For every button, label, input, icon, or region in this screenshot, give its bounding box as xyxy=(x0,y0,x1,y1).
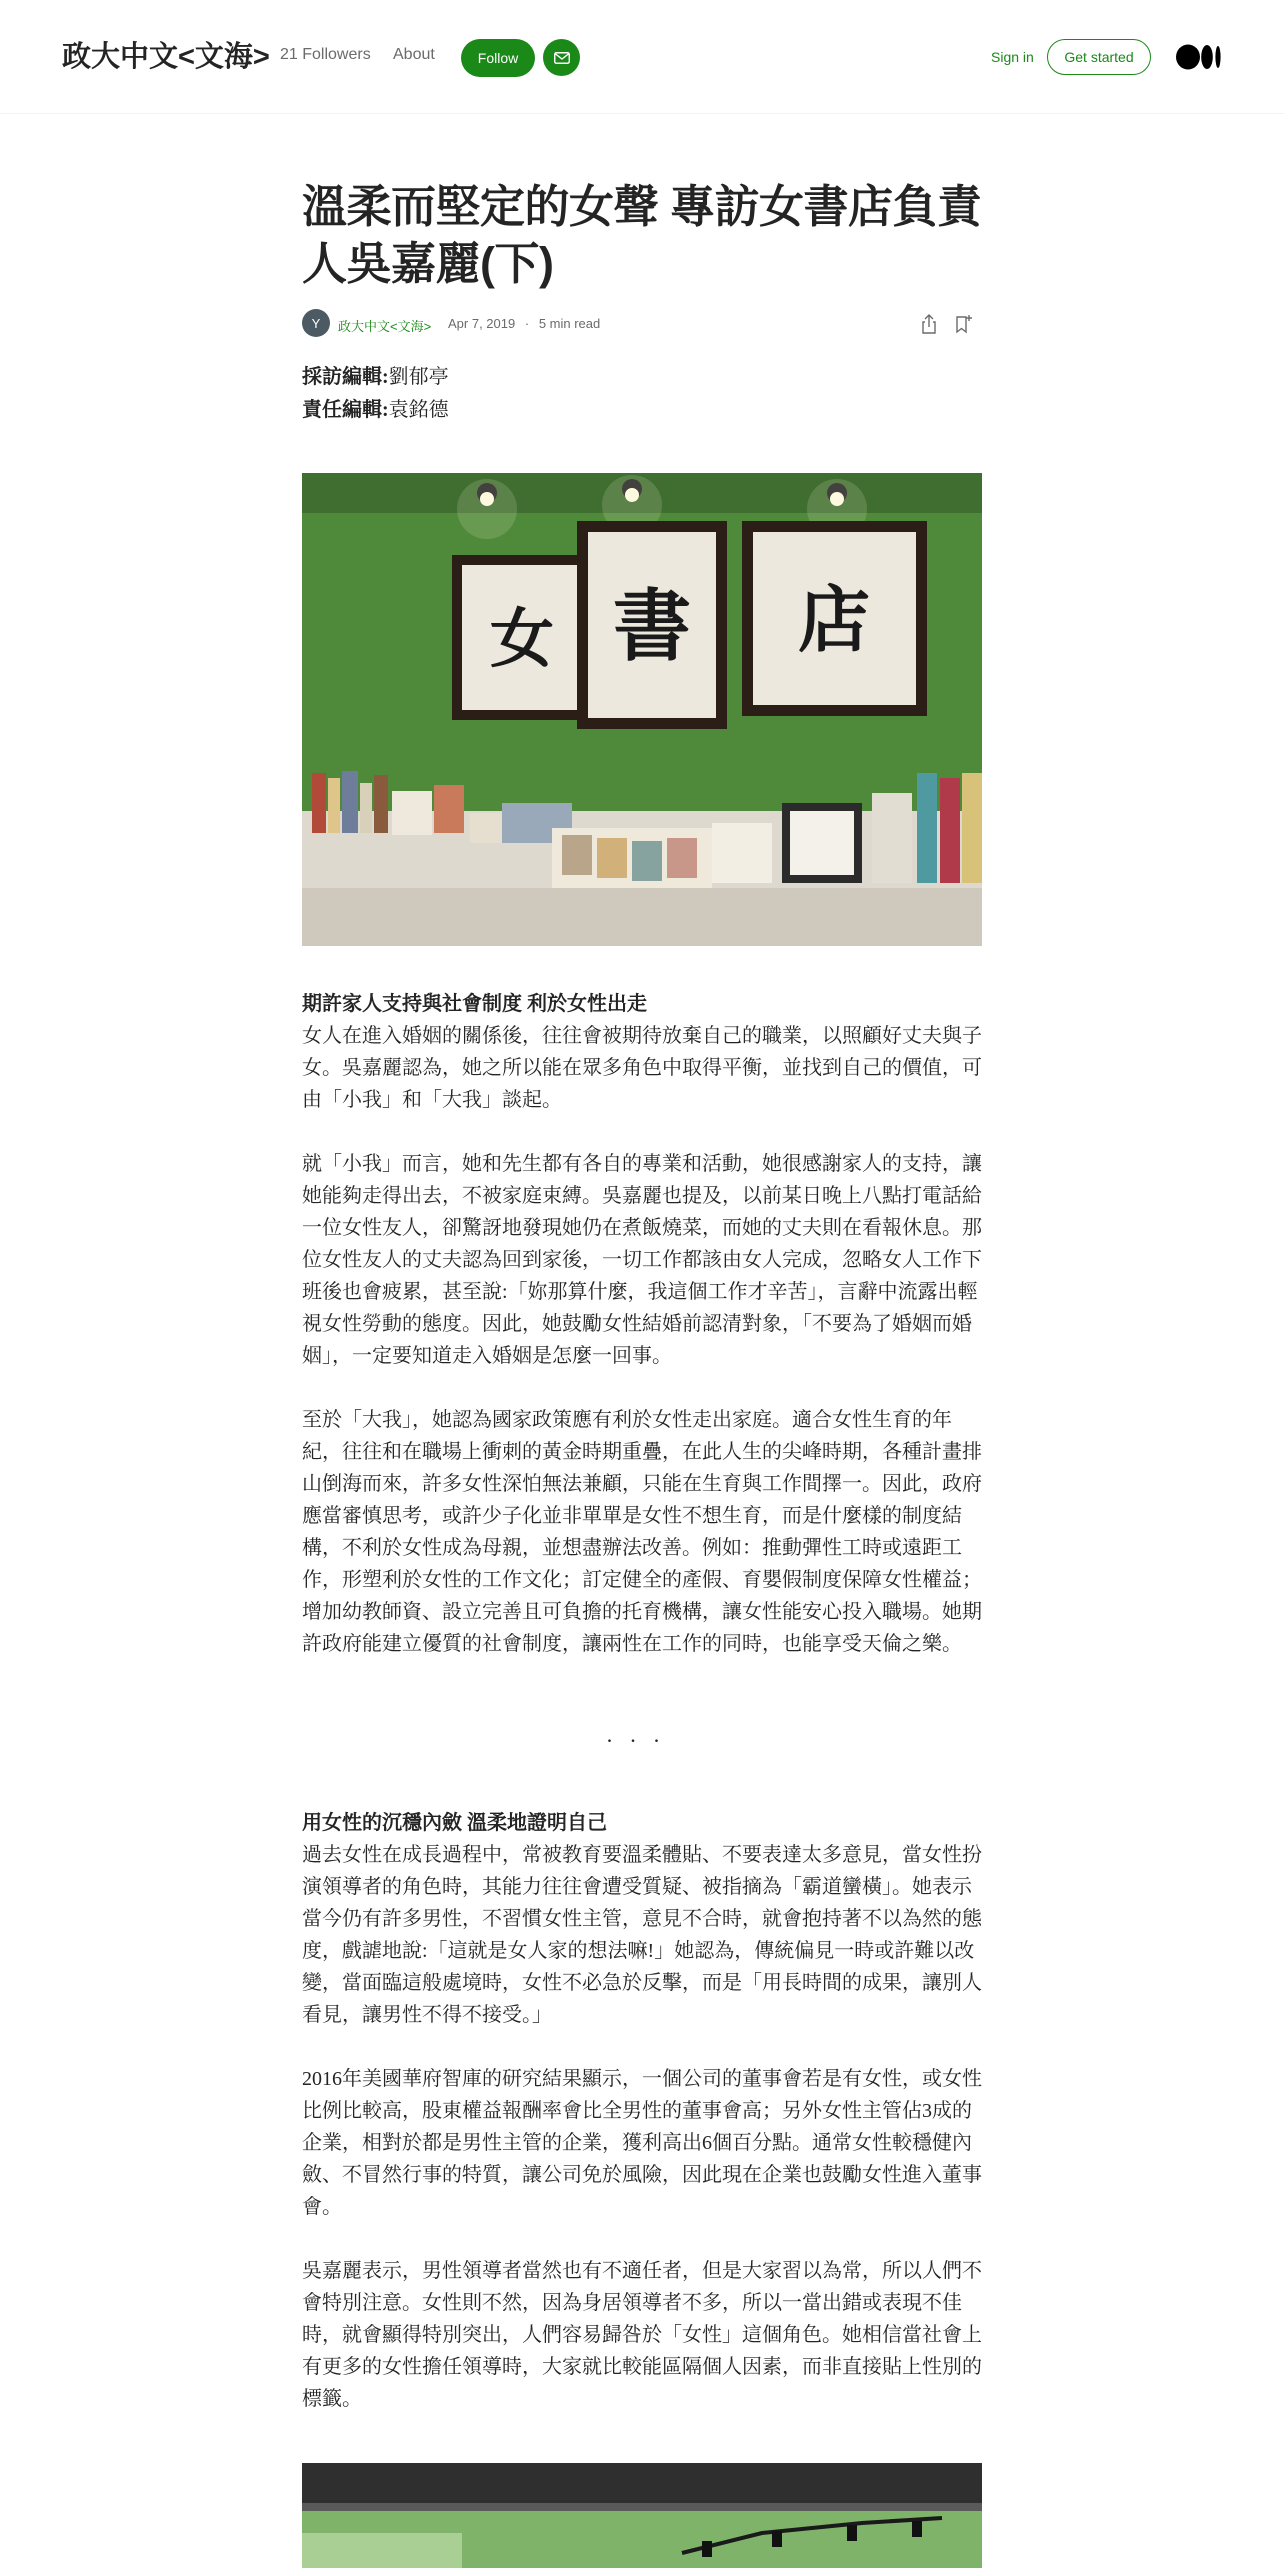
paragraph: 2016年美國華府智庫的研究結果顯示，一個公司的董事會若是有女性，或女性比例比較高，股東權益報酬率會比全男性的董事會高；另外女性主管佔3成的企業，相對於都是男性主管的企業，獲利高出6個百分點。通常女性較穩健內斂、不冒然行事的特質，讓公司免於風險，因此現在企業也鼓勵女性進入董事會。 xyxy=(302,2068,982,2218)
medium-logo-icon[interactable] xyxy=(1176,44,1222,70)
follow-button[interactable]: Follow xyxy=(461,39,535,77)
byline xyxy=(302,309,982,339)
editor-label: 責任編輯: xyxy=(302,399,389,421)
paragraph: 至於「大我」，她認為國家政策應有利於女性走出家庭。適合女性生育的年紀，往往和在職場上衝刺的黃金時期重疊，在此人生的尖峰時期，各種計畫排山倒海而來，許多女性深怕無法兼顧，只能在生育與工作間擇一。因此，政府應當審慎思考，或許少子化並非單單是女性不想生育，而是什麼樣的制度結構，不利於女性成為母親，並想盡辦法改善。例如：推動彈性工時或遠距工作，形塑利於女性的工作文化；訂定健全的產假、育嬰假制度保障女性權益；增加幼教師資、設立完善且可負擔的托育機構，讓女性能安心投入職場。她期許政府能建立優質的社會制度，讓兩性在工作的同時，也能享受天倫之樂。 xyxy=(302,1409,982,1655)
read-time: 5 min read xyxy=(538,316,601,331)
bookmark-icon[interactable] xyxy=(952,313,974,335)
avatar[interactable]: Y xyxy=(302,309,330,337)
editor-label: 採訪編輯: xyxy=(302,366,389,388)
calligraphy-char: 書 xyxy=(612,581,692,672)
get-started-button[interactable]: Get started xyxy=(1047,39,1151,75)
editor-credit-line xyxy=(302,394,449,427)
about-link[interactable]: About xyxy=(393,46,435,63)
subscribe-email-button[interactable] xyxy=(543,39,580,76)
paragraph: 吳嘉麗表示，男性領導者當然也有不適任者，但是大家習以為常，所以人們不會特別注意。女性則不然，因為身居領導者不多，所以一當出錯或表現不佳時，就會顯得特別突出，人們容易歸咎於「女性」這個角色。她相信當社會上有更多的女性擔任領導時，大家就比較能區隔個人因素，而非直接貼上性別的標籤。 xyxy=(302,2260,982,2410)
section-separator: ... xyxy=(606,1722,678,1747)
calligraphy-char: 店 xyxy=(797,577,871,662)
publication-name[interactable]: 政大中文<文海> xyxy=(62,41,270,73)
bookstore-photo xyxy=(302,473,982,946)
editor-credit-line xyxy=(302,361,449,394)
editor-name: 劉郁亭 xyxy=(388,366,449,388)
section-heading: 用女性的沉穩內斂 溫柔地證明自己 xyxy=(302,1812,607,1834)
paragraph: 女人在進入婚姻的關係後，往往會被期待放棄自己的職業，以照顧好丈夫與子女。吳嘉麗認為，她之所以能在眾多角色中取得平衡，並找到自己的價值，可由「小我」和「大我」談起。 xyxy=(302,1025,982,1111)
sign-in-link[interactable]: Sign in xyxy=(991,49,1034,65)
article-section xyxy=(302,1807,982,2415)
mail-icon xyxy=(554,52,570,64)
editor-credits xyxy=(302,361,449,427)
share-icon[interactable] xyxy=(918,313,940,335)
followers-link[interactable]: 21 Followers xyxy=(280,46,371,63)
paragraph: 過去女性在成長過程中，常被教育要溫柔體貼、不要表達太多意見，當女性扮演領導者的角色時，其能力往往會遭受質疑、被指摘為「霸道蠻橫」。她表示當今仍有許多男性，不習慣女性主管，意見不合時，就會抱持著不以為然的態度，戲謔地說:「這就是女人家的想法嘛!」她認為，傳統偏見一時或許難以改變，當面臨這般處境時，女性不必急於反擊，而是「用長時間的成果，讓別人看見，讓男性不得不接受。」 xyxy=(302,1844,982,2026)
top-bar xyxy=(0,0,1284,114)
post-date: Apr 7, 2019 xyxy=(448,316,516,331)
author-link[interactable]: 政大中文<文海> xyxy=(338,319,432,334)
section-heading: 期許家人支持與社會制度 利於女性出走 xyxy=(302,993,647,1015)
editor-name: 袁銘德 xyxy=(388,399,449,421)
article-section xyxy=(302,988,982,1660)
meta-dot: · xyxy=(524,316,530,331)
post-meta xyxy=(448,316,600,331)
paragraph: 就「小我」而言，她和先生都有各自的專業和活動，她很感謝家人的支持，讓她能夠走得出去，不被家庭束縛。吳嘉麗也提及，以前某日晚上八點打電話給一位女性友人，卻驚訝地發現她仍在煮飯燒菜，而她的丈夫則在看報休息。那位女性友人的丈夫認為回到家後，一切工作都該由女人完成，忽略女人工作下班後也會疲累，甚至說:「妳那算什麼，我這個工作才辛苦」，言辭中流露出輕視女性勞動的態度。因此，她鼓勵女性結婚前認清對象，「不要為了婚姻而婚姻」，一定要知道走入婚姻是怎麼一回事。 xyxy=(302,1153,982,1367)
calligraphy-char: 女 xyxy=(490,602,554,677)
bookstore-interior-photo xyxy=(302,2463,982,2568)
article-title: 溫柔而堅定的女聲 專訪女書店負責人吳嘉麗(下) xyxy=(302,181,982,289)
